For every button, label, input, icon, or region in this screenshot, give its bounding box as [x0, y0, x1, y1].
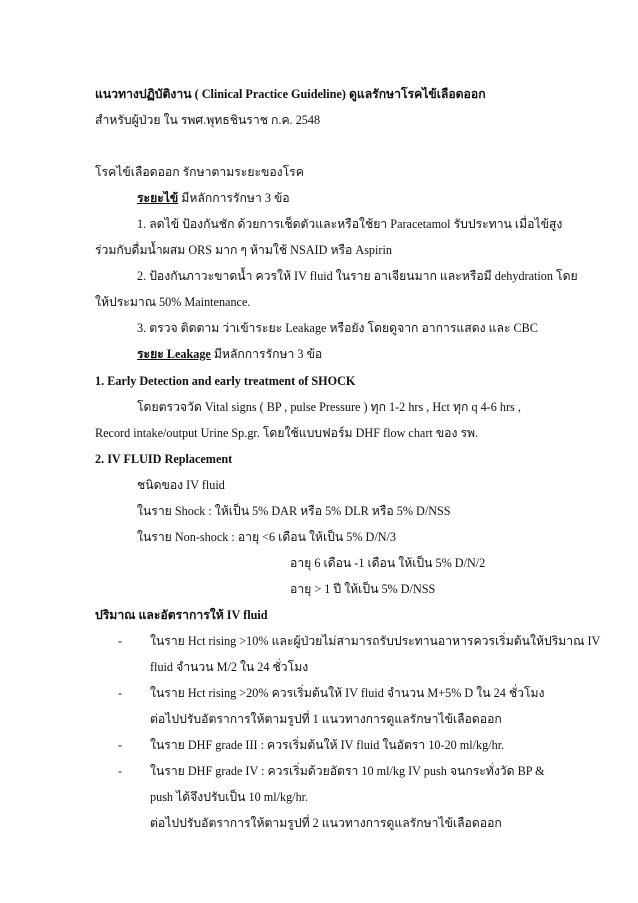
bullet-1-line-b: fluid จำนวน M/2 ใน 24 ชั่วโมง — [150, 660, 309, 674]
section-1-line-b: Record intake/output Urine Sp.gr. โดยใช้แบบฟอร์ม DHF flow chart ของ รพ. — [95, 426, 479, 440]
section-2-fluid-type: ชนิดของ IV fluid — [137, 478, 225, 492]
fever-item-3: 3. ตรวจ ติดตาม ว่าเข้าระยะ Leakage หรือยัง โดยดูจาก อาการแสดง และ CBC — [137, 321, 538, 335]
bullet-dash: - — [118, 738, 123, 752]
fever-item-1b: ร่วมกับดื่มน้ำผสม ORS มาก ๆ ห้ามใช้ NSAID หรือ Aspirin — [95, 243, 392, 257]
doc-title: แนวทางปฏิบัติงาน ( Clinical Practice Guideline) ดูแลรักษาโรคไข้เลือดออก — [95, 87, 486, 101]
fever-item-1a: 1. ลดไข้ ป้องกันชัก ด้วยการเช็ดตัวและหรือใช้ยา Paracetamol รับประทาน เมื่อไข้สูง — [137, 217, 563, 231]
section-1-heading: 1. Early Detection and early treatment of SHOCK — [95, 374, 356, 388]
section-2-shock: ในราย Shock : ให้เป็น 5% DAR หรือ 5% DLR หรือ 5% D/NSS — [137, 504, 451, 518]
doc-subtitle: สำหรับผู้ป่วย ใน รพศ.พุทธชินราช ก.ค. 2548 — [95, 113, 321, 127]
section-1-line-a: โดยตรวจวัด Vital signs ( BP , pulse Pressure ) ทุก 1-2 hrs , Hct ทุก q 4-6 hrs , — [137, 400, 521, 414]
bullet-dash: - — [118, 634, 123, 648]
fever-item-2b: ให้ประมาณ 50% Maintenance. — [95, 295, 251, 309]
bullet-2-line-b: ต่อไปปรับอัตราการให้ตามรูปที่ 1 แนวทางการดูแลรักษาไข้เลือดออก — [150, 712, 502, 726]
rate-heading: ปริมาณ และอัตราการให้ IV fluid — [95, 608, 268, 622]
bullet-4-line-c: ต่อไปปรับอัตราการให้ตามรูปที่ 2 แนวทางการดูแลรักษาไข้เลือดออก — [150, 816, 502, 830]
fever-heading-rest: มีหลักการรักษา 3 ข้อ — [178, 191, 290, 205]
intro-line: โรคไข้เลือดออก รักษาตามระยะของโรค — [95, 165, 304, 179]
bullet-1-line-a: ในราย Hct rising >10% และผู้ป่วยไม่สามารถรับประทานอาหารควรเริ่มต้นให้ปริมาณ IV — [150, 634, 601, 648]
leak-heading: ระยะ Leakage — [137, 347, 211, 361]
fever-item-2a: 2. ป้องกันภาวะขาดน้ำ ควรให้ IV fluid ในราย อาเจียนมาก และหรือมี dehydration โดย — [137, 269, 578, 283]
bullet-4-line-a: ในราย DHF grade IV : ควรเริ่มด้วยอัตรา 10 ml/kg IV push จนกระทั่งวัด BP & — [150, 764, 545, 778]
leak-heading-rest: มีหลักการรักษา 3 ข้อ — [210, 347, 323, 361]
bullet-2-line-a: ในราย Hct rising >20% ควรเริ่มต้นให้ IV fluid จำนวน M+5% D ใน 24 ชั่วโมง — [150, 686, 545, 700]
section-2-age-3: อายุ > 1 ปี ให้เป็น 5% D/NSS — [290, 582, 436, 596]
leak-heading-line — [137, 346, 638, 362]
bullet-3-line: ในราย DHF grade III : ควรเริ่มต้นให้ IV fluid ในอัตรา 10-20 ml/kg/hr. — [150, 738, 505, 752]
bullet-dash: - — [118, 686, 123, 700]
section-2-age-2: อายุ 6 เดือน -1 เดือน ให้เป็น 5% D/N/2 — [290, 556, 486, 570]
section-2-nonshock: ในราย Non-shock : อายุ <6 เดือน ให้เป็น 5% D/N/3 — [137, 530, 396, 544]
bullet-4-line-b: push ได้จึงปรับเป็น 10 ml/kg/hr. — [150, 790, 309, 804]
section-2-heading: 2. IV FLUID Replacement — [95, 452, 233, 466]
fever-heading-line — [137, 190, 638, 206]
bullet-dash: - — [118, 764, 123, 778]
fever-heading: ระยะไข้ — [137, 191, 179, 205]
